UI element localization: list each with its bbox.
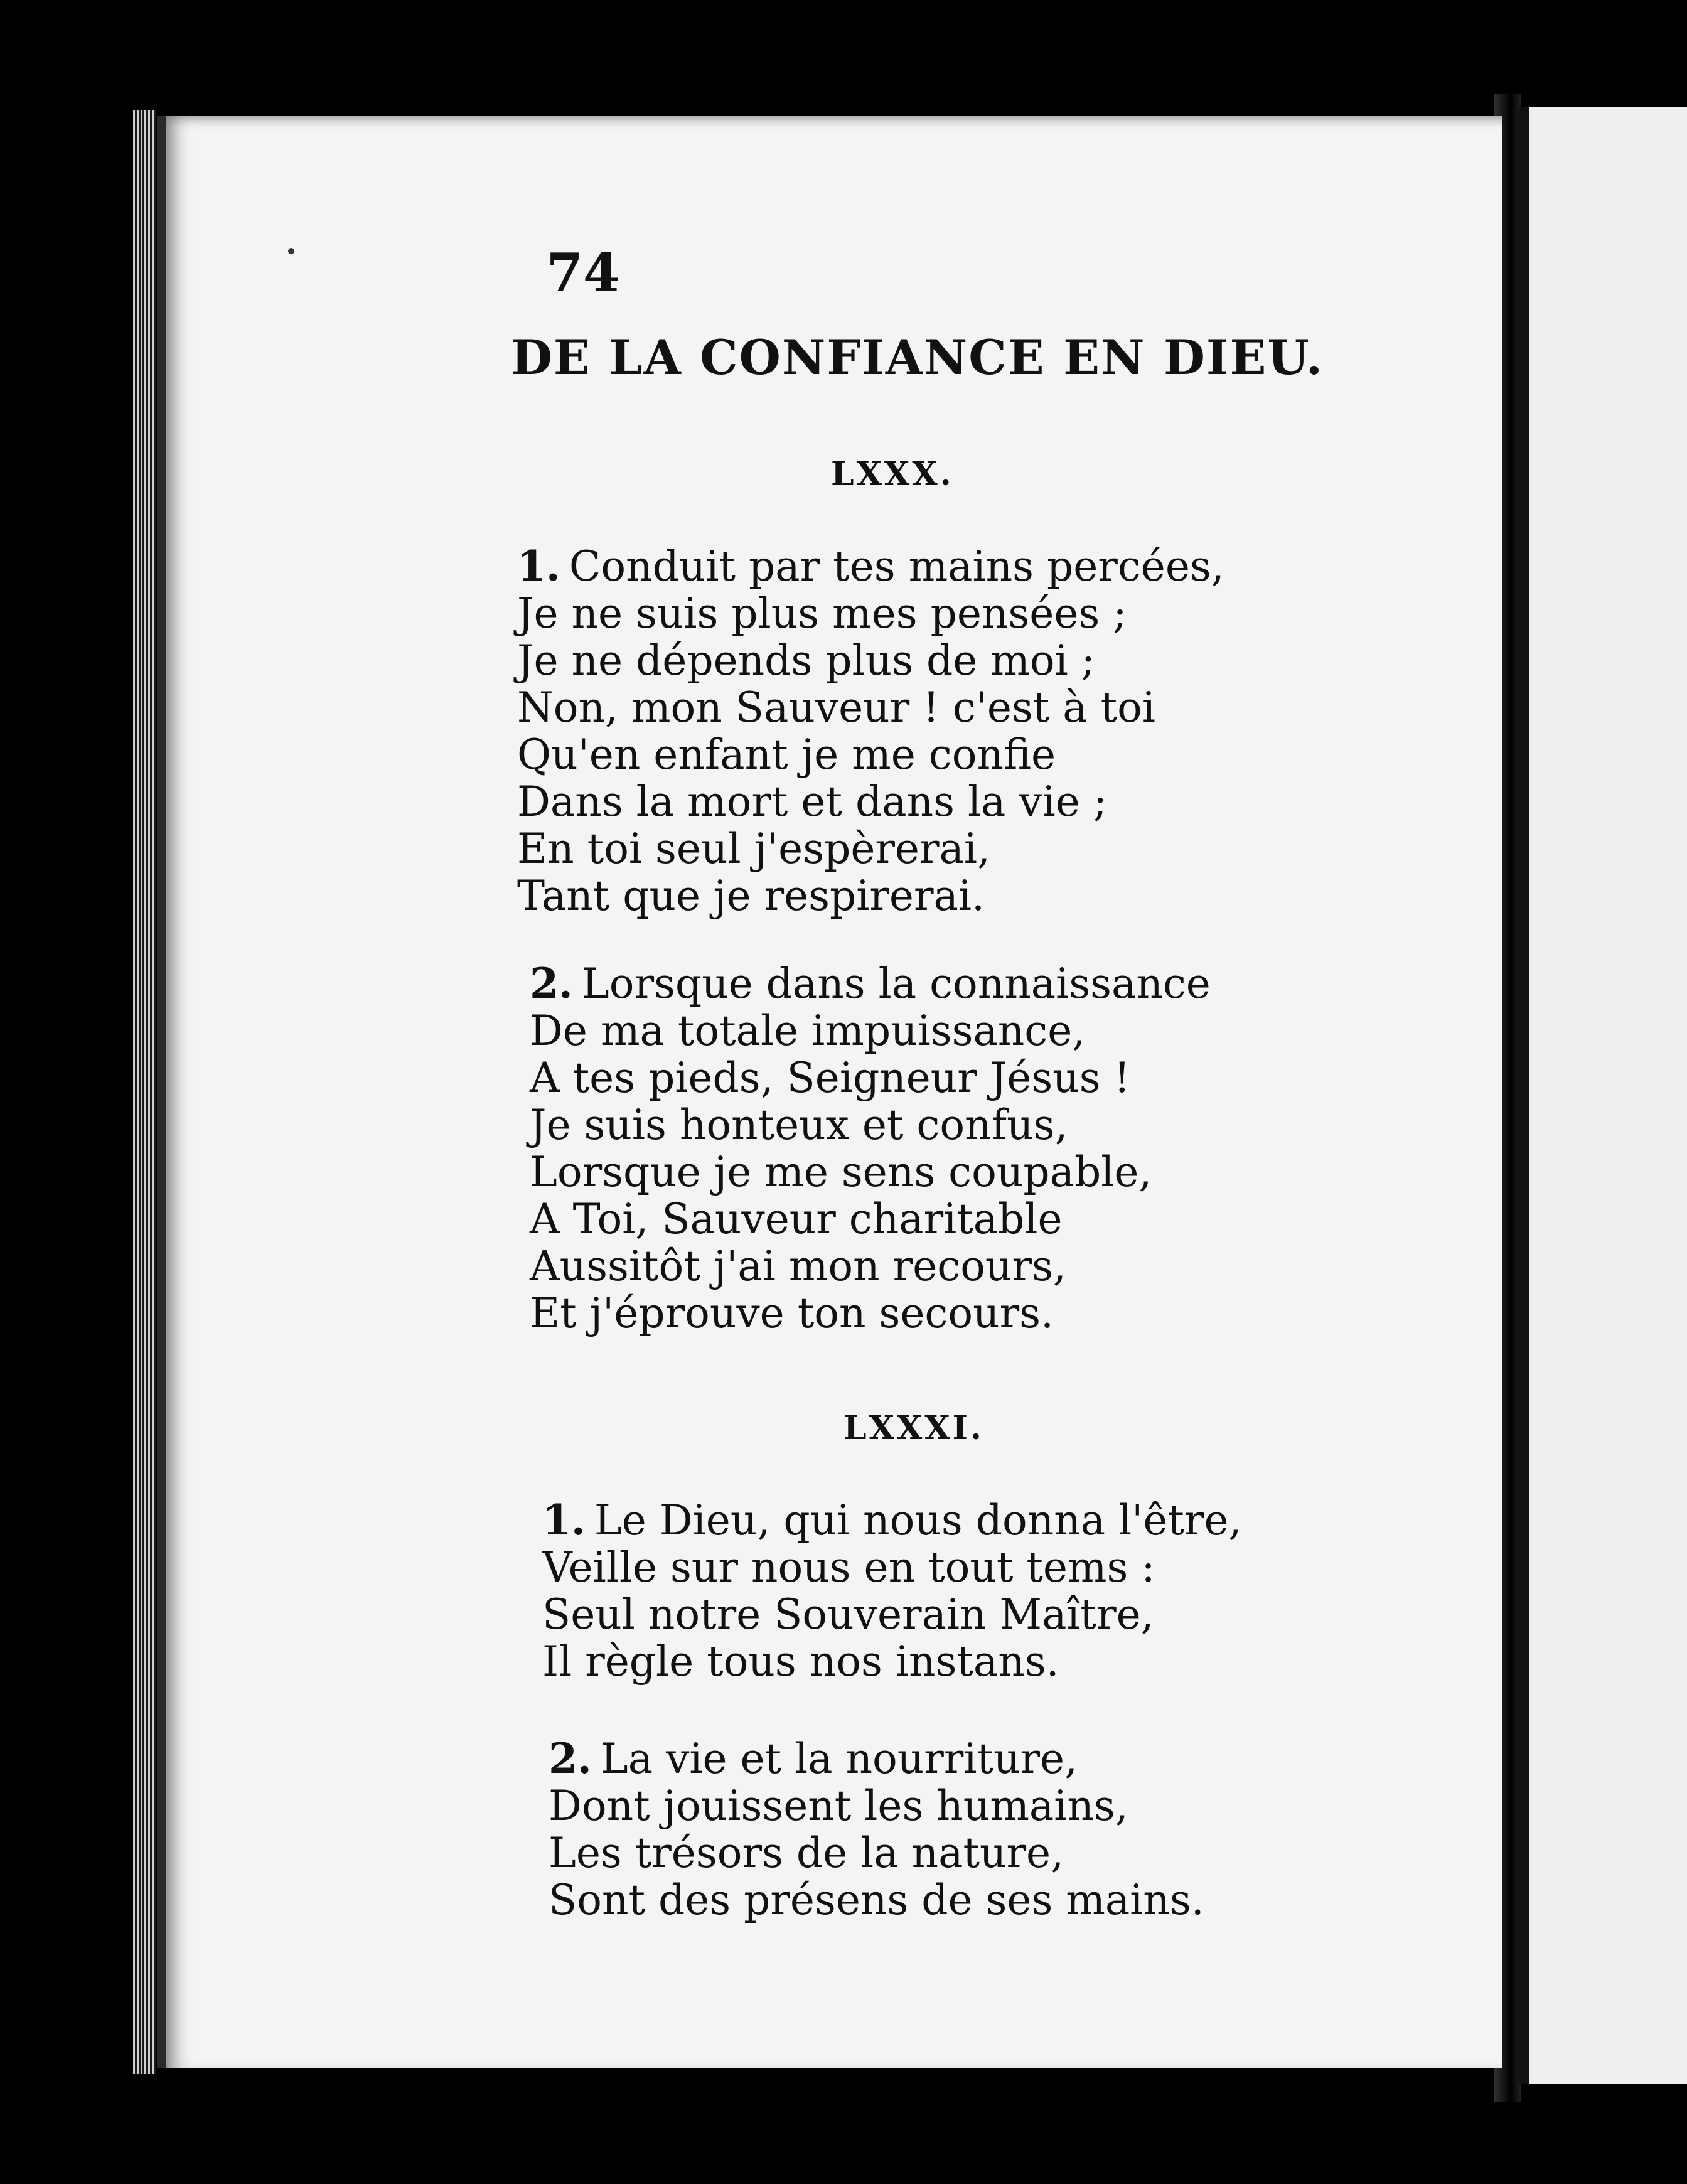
book-page — [157, 116, 1502, 2068]
verse-line: Veille sur nous en tout tems : — [542, 1543, 1155, 1592]
verse-line: Sont des présens de ses mains. — [549, 1876, 1204, 1924]
verse-line: Qu'en enfant je me confie — [517, 731, 1056, 779]
stanza — [517, 543, 1224, 919]
verse-line: Aussitôt j'ai mon recours, — [530, 1242, 1066, 1290]
hymn-number: LXXX. — [831, 455, 954, 493]
verse-line: Tant que je respirerai. — [517, 872, 985, 920]
verse-line: Seul notre Souverain Maître, — [542, 1590, 1154, 1639]
verse-line: 1. Conduit par tes mains percées, — [517, 542, 1224, 591]
stanza-number: 1. — [517, 542, 560, 591]
facing-page — [1519, 107, 1687, 2084]
verse-line: Et j'éprouve ton secours. — [530, 1289, 1054, 1337]
page-content — [166, 116, 1502, 2068]
verse-line: De ma totale impuissance, — [530, 1007, 1086, 1055]
verse-line: Je suis honteux et confus, — [530, 1101, 1068, 1149]
verse-line: 2. La vie et la nourriture, — [549, 1734, 1078, 1783]
page-number: 74 — [546, 242, 620, 304]
verse-line: Je ne suis plus mes pensées ; — [517, 589, 1127, 638]
verse-line: Dans la mort et dans la vie ; — [517, 778, 1108, 826]
verse-line: Dont jouissent les humains, — [549, 1782, 1128, 1830]
verse-line: A tes pieds, Seigneur Jésus ! — [530, 1054, 1131, 1102]
verse-line: Les trésors de la nature, — [549, 1829, 1064, 1877]
stanza — [549, 1735, 1204, 1924]
stanza — [542, 1497, 1242, 1685]
verse-line: Non, mon Sauveur ! c'est à toi — [517, 683, 1155, 732]
verse-line: Il règle tous nos instans. — [542, 1637, 1059, 1686]
hymn-number: LXXXI. — [844, 1409, 985, 1447]
verse-line: Je ne dépends plus de moi ; — [517, 636, 1095, 685]
verse-line: A Toi, Sauveur charitable — [530, 1195, 1063, 1243]
page-title: DE LA CONFIANCE EN DIEU. — [511, 329, 1324, 385]
print-speck — [288, 248, 294, 254]
verse-line: 2. Lorsque dans la connaissance — [530, 959, 1211, 1008]
stanza-number: 2. — [549, 1734, 592, 1783]
stanza — [530, 960, 1211, 1337]
page-edge — [133, 110, 156, 2074]
verse-line: En toi seul j'espèrerai, — [517, 825, 990, 873]
verse-line: Lorsque je me sens coupable, — [530, 1148, 1152, 1196]
stanza-number: 1. — [542, 1496, 586, 1544]
stanza-number: 2. — [530, 959, 573, 1008]
verse-line: 1. Le Dieu, qui nous donna l'être, — [542, 1496, 1242, 1544]
